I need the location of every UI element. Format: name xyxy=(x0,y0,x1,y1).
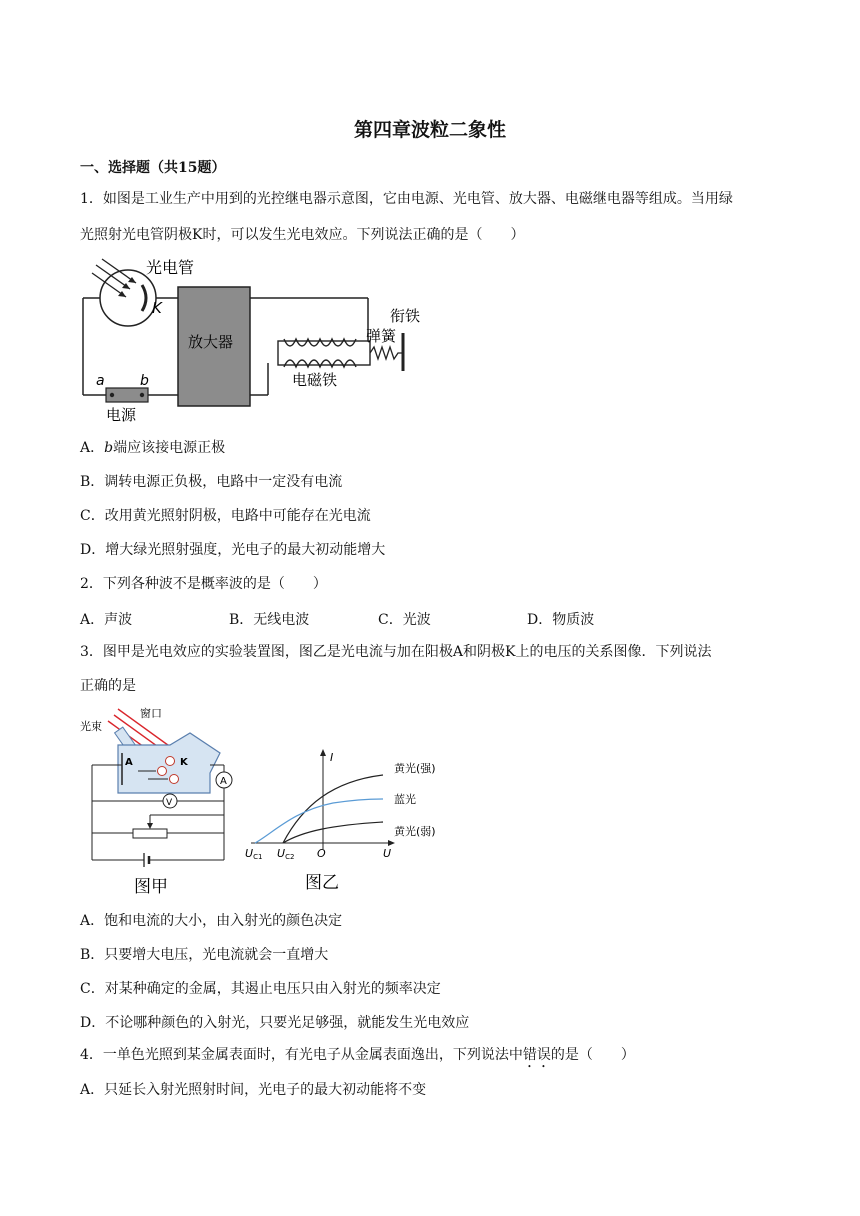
svg-text:U: U xyxy=(383,847,392,860)
figure-a-caption: 图甲 xyxy=(134,877,168,897)
armature-label: 衔铁 xyxy=(390,307,421,325)
photocell-icon xyxy=(100,270,156,326)
q1-option-c[interactable]: C．改用黄光照射阴极，电路中可能存在光电流 xyxy=(80,508,371,524)
svg-text:黄光(强): 黄光(强) xyxy=(394,762,436,775)
q1-option-d[interactable]: D．增大绿光照射强度，光电子的最大初动能增大 xyxy=(80,542,386,558)
figure-b-graph xyxy=(243,745,453,895)
source-label: 电源 xyxy=(106,406,137,424)
spring-label: 弹簧 xyxy=(366,327,397,345)
page-title: 第四章波粒二象性 xyxy=(353,119,506,141)
q3-stem-line2: 正确的是 xyxy=(80,678,136,694)
svg-text:I: I xyxy=(330,751,334,764)
svg-text:b: b xyxy=(140,373,149,389)
q1-option-b[interactable]: B．调转电源正负极，电路中一定没有电流 xyxy=(80,474,343,490)
figure-b-caption: 图乙 xyxy=(305,873,339,893)
svg-text:V: V xyxy=(166,798,173,808)
svg-text:A: A xyxy=(220,776,227,787)
q3-option-d[interactable]: D．不论哪种颜色的入射光，只要光足够强，就能发生光电效应 xyxy=(80,1015,470,1031)
figure-a-apparatus xyxy=(78,703,243,898)
svg-text:UC1: UC1 xyxy=(245,847,263,861)
q4-stem: 4．一单色光照到某金属表面时，有光电子从金属表面逸出，下列说法中错误的是（ ） xyxy=(80,1047,635,1063)
q2-option-b[interactable]: B．无线电波 xyxy=(229,612,310,628)
relay-diagram xyxy=(78,255,438,425)
q2-stem: 2．下列各种波不是概率波的是（ ） xyxy=(80,576,327,592)
section-heading: 一、选择题（共15题） xyxy=(80,160,226,176)
svg-text:窗口: 窗口 xyxy=(140,707,162,720)
svg-text:A: A xyxy=(125,757,133,768)
electromagnet-label: 电磁铁 xyxy=(292,371,338,389)
q3-option-b[interactable]: B．只要增大电压，光电流就会一直增大 xyxy=(80,947,329,963)
q2-option-d[interactable]: D．物质波 xyxy=(527,612,595,628)
q1-stem-line2: 光照射光电管阴极K时，可以发生光电效应。下列说法正确的是（ ） xyxy=(80,227,525,243)
q3-option-c[interactable]: C．对某种确定的金属，其遏止电压只由入射光的频率决定 xyxy=(80,981,441,997)
q2-option-c[interactable]: C．光波 xyxy=(378,612,431,628)
svg-text:O: O xyxy=(317,847,326,860)
q4-option-a[interactable]: A．只延长入射光照射时间，光电子的最大初动能将不变 xyxy=(80,1082,427,1098)
q2-option-a[interactable]: A．声波 xyxy=(80,612,133,628)
svg-text:光束: 光束 xyxy=(80,720,102,733)
svg-text:a: a xyxy=(96,373,105,389)
amplifier-label: 放大器 xyxy=(188,333,234,351)
tube-label: 光电管 xyxy=(146,258,195,277)
q3-option-a[interactable]: A．饱和电流的大小，由入射光的颜色决定 xyxy=(80,913,343,929)
q1-option-a[interactable]: A．b端应该接电源正极 xyxy=(80,440,226,456)
q3-stem-line1: 3．图甲是光电效应的实验装置图，图乙是光电流与加在阳极A和阴极K上的电压的关系图像．下列说法 xyxy=(80,644,712,660)
svg-text:蓝光: 蓝光 xyxy=(394,793,416,806)
q1-stem-line1: 1．如图是工业生产中用到的光控继电器示意图，它由电源、光电管、放大器、电磁继电器等组成。当用绿 xyxy=(80,191,733,207)
svg-text:黄光(弱): 黄光(弱) xyxy=(394,825,436,838)
svg-text:UC2: UC2 xyxy=(277,847,295,861)
cathode-label: K xyxy=(152,299,162,317)
svg-text:K: K xyxy=(180,757,188,768)
